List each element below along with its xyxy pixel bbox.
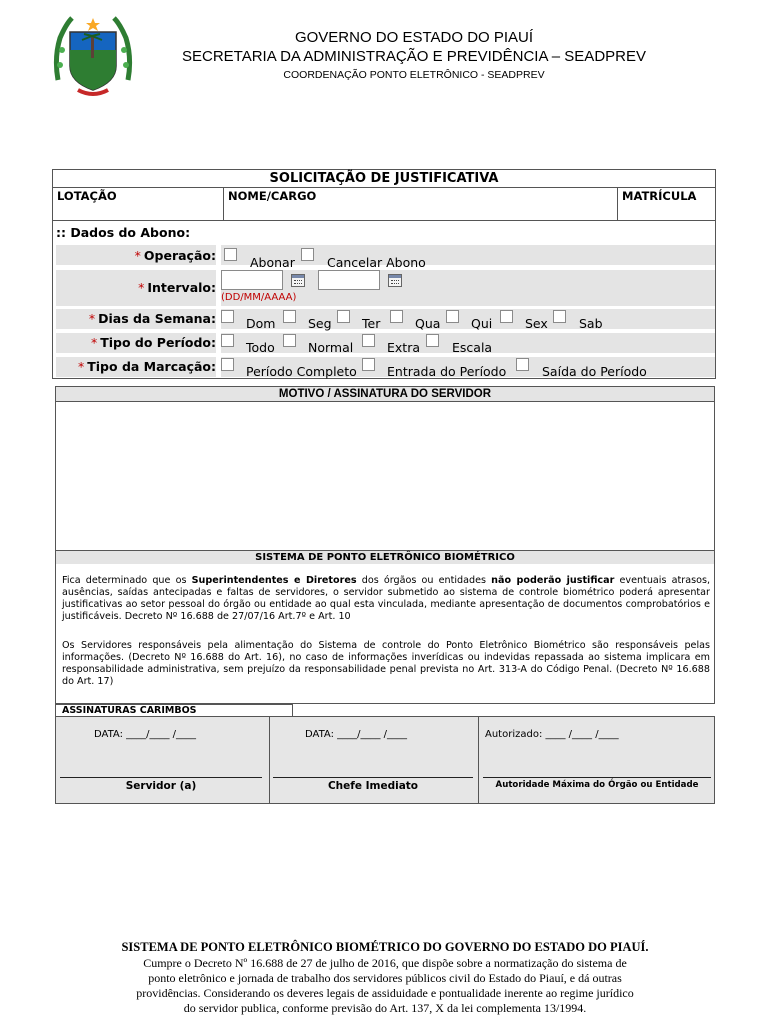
servidor-signature-label: Servidor (a)	[125, 780, 197, 792]
lotacao-label: LOTAÇÃO	[57, 189, 117, 203]
abonar-option: Abonar	[250, 255, 295, 270]
sex-option: Sex	[525, 316, 548, 331]
legal-paragraph-1: Fica determinado que os Superintendentes e Diretores dos órgãos ou entidades não poderão justificar eventuais atrasos, ausências, saídas antecipadas e faltas de servidores, o servidor submetido ao sistema de controle biométrico poderá apresentar justificativas ao setor pessoal do órgão ou entidade ao qual esta vinculada, mediante apresentação de documentos comprobatórios e justificáveis. Decreto Nº 16.688 de 27/07/16 Art.7º e Art. 10	[62, 575, 710, 622]
escala-checkbox[interactable]	[426, 334, 439, 347]
sab-option: Sab	[579, 316, 603, 331]
signature-line	[273, 777, 473, 778]
entrada-periodo-checkbox[interactable]	[362, 358, 375, 371]
entrada-periodo-option: Entrada do Período	[387, 364, 507, 379]
required-mark: *	[88, 311, 96, 326]
matricula-field[interactable]	[618, 188, 714, 220]
dom-checkbox[interactable]	[221, 310, 234, 323]
ter-option: Ter	[362, 316, 381, 331]
saida-periodo-checkbox[interactable]	[516, 358, 529, 371]
signatures-title: ASSINATURAS CARIMBOS	[55, 704, 293, 717]
dom-option: Dom	[246, 316, 276, 331]
extra-checkbox[interactable]	[362, 334, 375, 347]
government-name: GOVERNO DO ESTADO DO PIAUÍ	[294, 29, 534, 46]
nome-cargo-field[interactable]	[224, 188, 616, 220]
footer-line: ponto eletrônico e jornada de trabalho dos servidores públicos civil do Estado do Piauí, e dá outras	[148, 971, 622, 985]
required-mark: *	[138, 280, 145, 295]
footer-line: Cumpre o Decreto Nº 16.688 de 27 de julho de 2016, que dispõe sobre a normatização do sistema de	[143, 956, 627, 970]
seg-option: Seg	[308, 316, 332, 331]
qua-option: Qua	[415, 316, 441, 331]
footer-line: do servidor publica, conforme previsão do Art. 137, X da lei complementa 13/1994.	[183, 1001, 587, 1015]
periodo-completo-option: Período Completo	[246, 364, 357, 379]
seg-checkbox[interactable]	[283, 310, 296, 323]
identification-row	[53, 187, 715, 221]
qua-checkbox[interactable]	[390, 310, 403, 323]
secretariat-name: SECRETARIA DA ADMINISTRAÇÃO E PREVIDÊNCIA – SEADPREV	[181, 48, 646, 65]
section-label: :: Dados do Abono:	[56, 225, 191, 240]
sex-checkbox[interactable]	[500, 310, 513, 323]
required-mark: *	[78, 359, 85, 374]
row-background	[221, 245, 715, 265]
saida-periodo-option: Saída do Período	[542, 364, 647, 379]
tipo-marcacao-label: * Tipo da Marcação:	[78, 359, 216, 374]
normal-checkbox[interactable]	[283, 334, 296, 347]
lotacao-field[interactable]	[53, 188, 223, 220]
motivo-textarea[interactable]	[55, 386, 715, 564]
state-crest-icon	[52, 10, 134, 102]
autorizado-date-field[interactable]: Autorizado: ____ /____ /____	[485, 729, 619, 740]
legal-paragraph-2: Os Servidores responsáveis pela alimentação do Sistema de controle do Ponto Eletrônico Biométrico são responsáveis pelas informações. (Decreto Nº 16.688 do Art. 16), no caso de informações inverídicas ou indevidas repassada ao sistema implicara em responsabilidade administrativa, sem prejuízo da responsabilidade penal prevista no Art. 313-A do Código Penal. (Decreto Nº 16.688 do Art. 17)	[62, 640, 710, 687]
motivo-title: MOTIVO / ASSINATURA DO SERVIDOR	[56, 387, 714, 402]
cancelar-abono-option: Cancelar Abono	[327, 255, 426, 270]
footer-title: SISTEMA DE PONTO ELETRÔNICO BIOMÉTRICO DO GOVERNO DO ESTADO DO PIAUÍ.	[121, 940, 649, 954]
todo-option: Todo	[246, 340, 275, 355]
coordination-name: COORDENAÇÃO PONTO ELETRÔNICO - SEADPREV	[283, 69, 545, 81]
normal-option: Normal	[308, 340, 354, 355]
periodo-completo-checkbox[interactable]	[221, 358, 234, 371]
column-divider	[478, 717, 479, 803]
required-mark: *	[134, 248, 141, 263]
interval-start-input[interactable]	[221, 270, 283, 290]
signature-line	[60, 777, 262, 778]
sab-checkbox[interactable]	[553, 310, 566, 323]
autoridade-signature-label: Autoridade Máxima do Órgão ou Entidade	[495, 780, 699, 790]
escala-option: Escala	[452, 340, 493, 355]
sistema-title: SISTEMA DE PONTO ELETRÔNICO BIOMÉTRICO	[56, 550, 714, 564]
footer-line: providências. Considerando os deveres legais de assiduidade e pontualidade inerente ao regime jurídico	[136, 986, 634, 1000]
calendar-icon[interactable]	[388, 274, 402, 287]
intervalo-label: * Intervalo:	[138, 280, 216, 295]
dias-semana-label: * Dias da Semana:	[88, 311, 216, 326]
abonar-checkbox[interactable]	[224, 248, 237, 261]
servidor-date-field[interactable]: DATA: ____/____ /____	[94, 729, 197, 740]
qui-checkbox[interactable]	[446, 310, 459, 323]
column-divider	[269, 717, 270, 803]
date-format-hint: (DD/MM/AAAA)	[221, 292, 297, 303]
cancelar-abono-checkbox[interactable]	[301, 248, 314, 261]
qui-option: Qui	[471, 316, 493, 331]
calendar-icon[interactable]	[291, 274, 305, 287]
signature-line	[483, 777, 711, 778]
tipo-periodo-label: * Tipo do Período:	[90, 335, 216, 350]
form-title: SOLICITAÇÃO DE JUSTIFICATIVA	[269, 171, 499, 186]
interval-end-input[interactable]	[318, 270, 380, 290]
operacao-label: * Operação:	[134, 248, 216, 263]
nome-cargo-label: NOME/CARGO	[228, 189, 317, 203]
chefe-date-field[interactable]: DATA: ____/____ /____	[305, 729, 408, 740]
extra-option: Extra	[387, 340, 420, 355]
matricula-label: MATRÍCULA	[622, 189, 697, 203]
todo-checkbox[interactable]	[221, 334, 234, 347]
footer-text	[60, 956, 710, 1016]
required-mark: *	[90, 335, 98, 350]
ter-checkbox[interactable]	[337, 310, 350, 323]
chefe-signature-label: Chefe Imediato	[327, 780, 419, 792]
